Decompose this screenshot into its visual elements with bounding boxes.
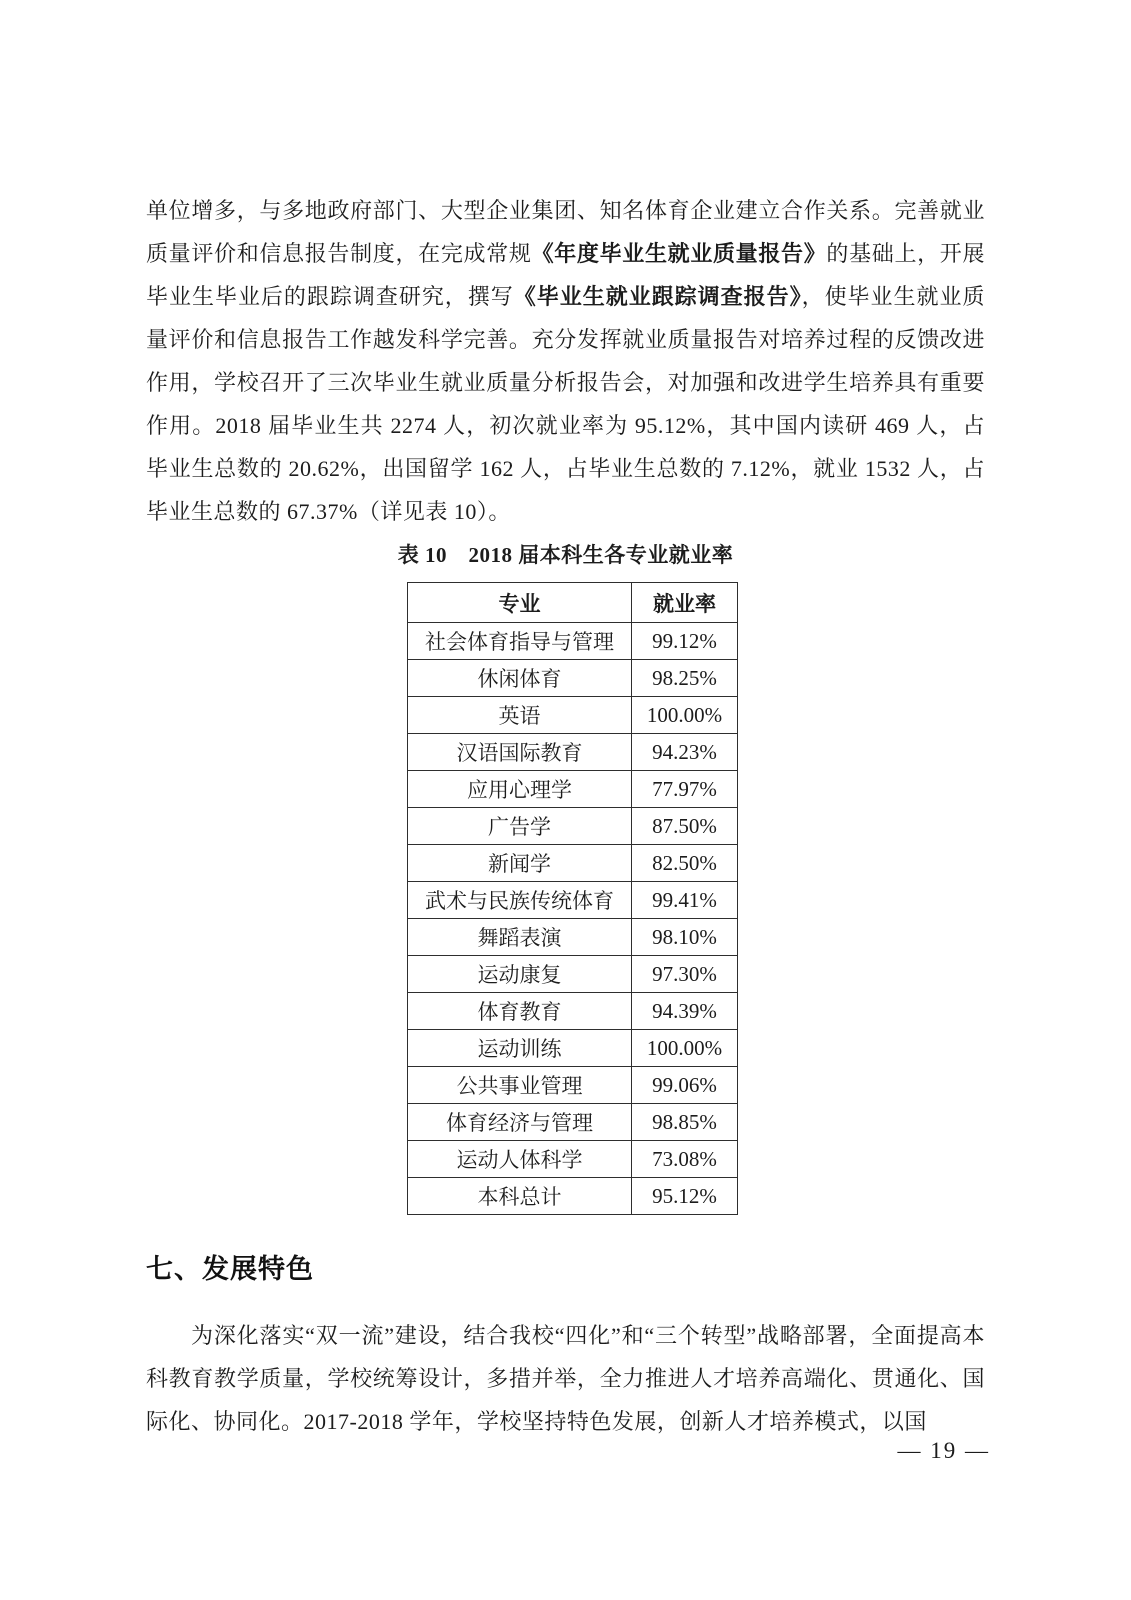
rate-cell: 98.10% [632,919,738,956]
table-row [408,697,738,734]
table-row [408,1141,738,1178]
major-cell: 武术与民族传统体育 [408,882,632,919]
column-header-major: 专业 [408,583,632,623]
paragraph-1-segment-3: ，使毕业生就业质量评价和信息报告工作越发科学完善。充分发挥就业质量报告对培养过程的反馈改进作用，学校召开了三次毕业生就业质量分析报告会，对加强和改进学生培养具有重要作用。2018 届毕业生共 2274 人，初次就业率为 95.12%，其中国内读研 469 人，占毕业生总数的 20.62%，出国留学 162 人，占毕业生总数的 7.12%，就业 1532 人，占毕业生总数的 67.37%（详见表 10）。 [146,284,985,524]
rate-cell: 87.50% [632,808,738,845]
rate-cell: 95.12% [632,1178,738,1215]
paragraph-1-segment-1: 单位增多，与多地政府部门、大型企业集团、知名体育企业建立合作关系。完善就业质量评价和信息报告制度，在完成常规 [146,198,985,266]
major-cell: 舞蹈表演 [408,919,632,956]
major-cell: 应用心理学 [408,771,632,808]
rate-cell: 100.00% [632,697,738,734]
rate-cell: 73.08% [632,1141,738,1178]
major-cell: 公共事业管理 [408,1067,632,1104]
section-heading-development-features: 七、发展特色 [146,1254,314,1284]
rate-cell: 99.12% [632,623,738,660]
table-row [408,771,738,808]
table-row [408,660,738,697]
employment-rate-table [407,582,738,1215]
table-row [408,993,738,1030]
book-title-tracking-report: 《毕业生就业跟踪调查报告》 [513,284,802,309]
table-row [408,623,738,660]
book-title-annual-report: 《年度毕业生就业质量报告》 [531,241,827,266]
paragraph-employment-quality [146,189,985,533]
rate-cell: 98.25% [632,660,738,697]
major-cell: 运动人体科学 [408,1141,632,1178]
major-cell: 社会体育指导与管理 [408,623,632,660]
paragraph-1-segment-2: 的基础上，开展毕业生毕业后的跟踪调查研究，撰写 [146,241,985,309]
page-number: — 19 — [897,1438,990,1463]
major-cell: 广告学 [408,808,632,845]
table-row [408,1104,738,1141]
major-cell: 运动训练 [408,1030,632,1067]
major-cell: 本科总计 [408,1178,632,1215]
rate-cell: 99.06% [632,1067,738,1104]
table-row [408,919,738,956]
rate-cell: 82.50% [632,845,738,882]
rate-cell: 94.39% [632,993,738,1030]
rate-cell: 77.97% [632,771,738,808]
column-header-rate: 就业率 [632,583,738,623]
major-cell: 英语 [408,697,632,734]
rate-cell: 100.00% [632,1030,738,1067]
table-row [408,956,738,993]
table-row [408,734,738,771]
rate-cell: 97.30% [632,956,738,993]
major-cell: 汉语国际教育 [408,734,632,771]
table-row [408,845,738,882]
rate-cell: 94.23% [632,734,738,771]
paragraph-development: 为深化落实“双一流”建设，结合我校“四化”和“三个转型”战略部署，全面提高本科教育教学质量，学校统筹设计，多措并举，全力推进人才培养高端化、贯通化、国际化、协同化。2017-2018 学年，学校坚持特色发展，创新人才培养模式，以国 [146,1323,985,1434]
rate-cell: 98.85% [632,1104,738,1141]
major-cell: 运动康复 [408,956,632,993]
major-cell: 体育教育 [408,993,632,1030]
table-row [408,1178,738,1215]
major-cell: 休闲体育 [408,660,632,697]
major-cell: 体育经济与管理 [408,1104,632,1141]
table-row [408,882,738,919]
rate-cell: 99.41% [632,882,738,919]
major-cell: 新闻学 [408,845,632,882]
table-row [408,1067,738,1104]
table-caption: 表 10 2018 届本科生各专业就业率 [397,543,734,567]
table-row [408,808,738,845]
table-row [408,1030,738,1067]
table-header-row [408,583,738,623]
